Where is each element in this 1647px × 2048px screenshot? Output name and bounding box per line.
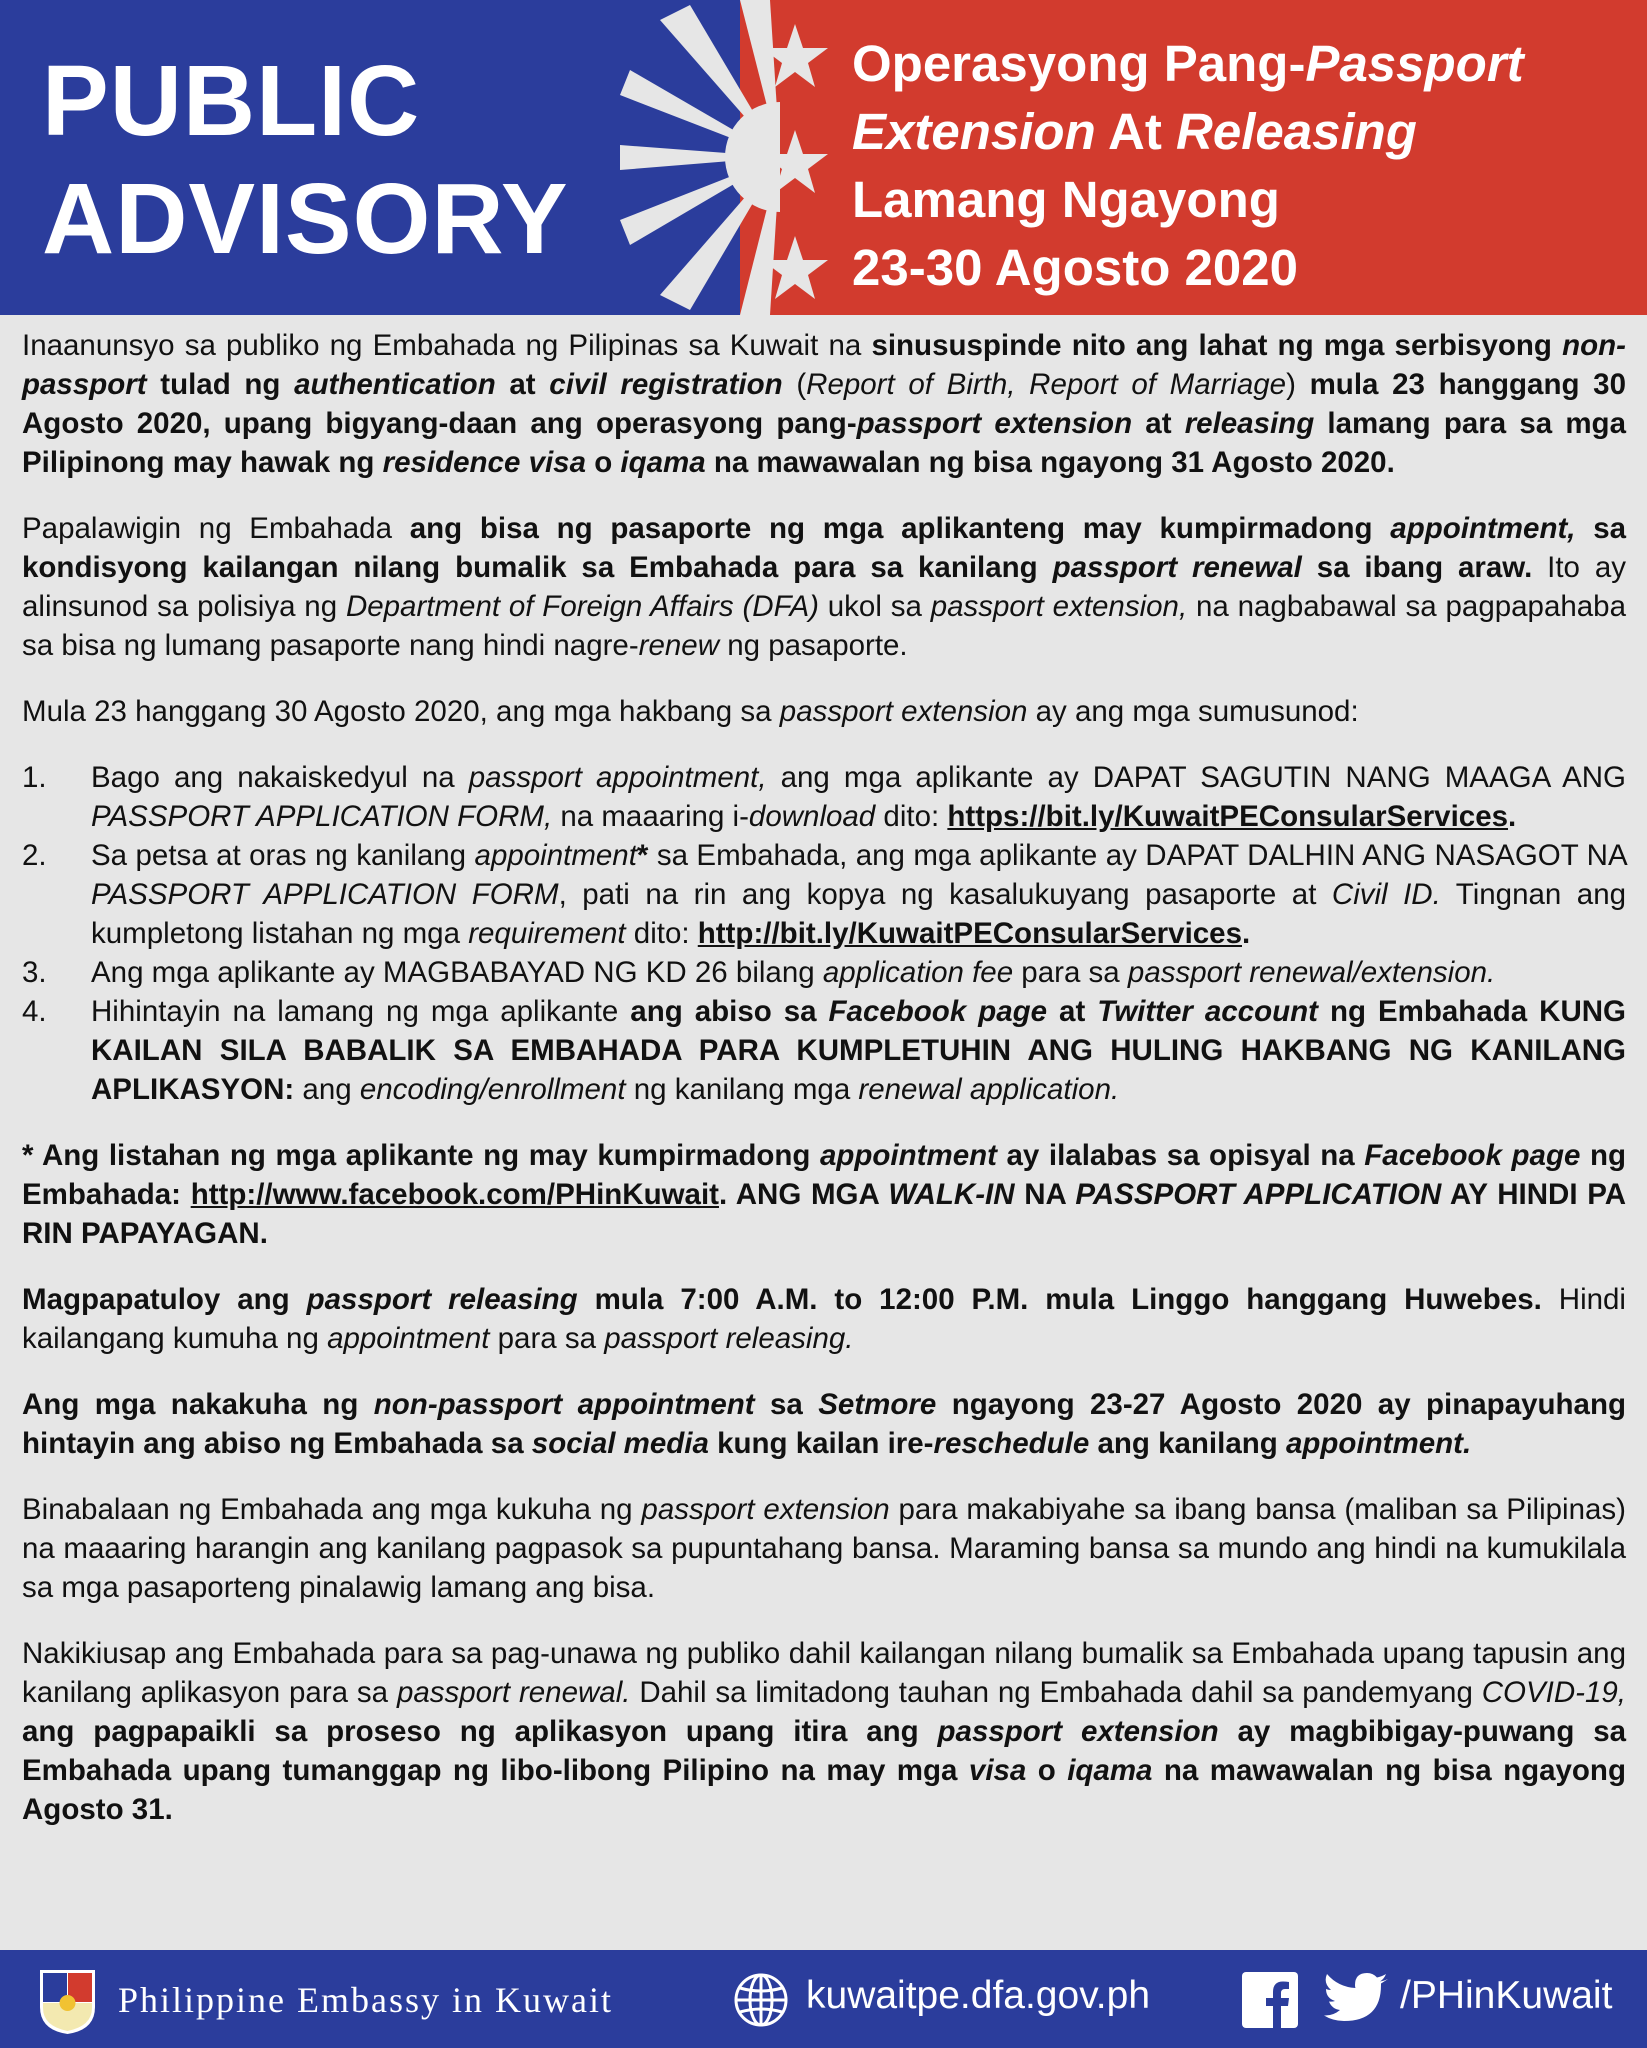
- paragraph-appeal: Nakikiusap ang Embahada para sa pag-unawa ng publiko dahil kailangan nilang bumalik sa Embahada upang tapusin ang kanilang aplikasyon para sa passport renewal. Dahil sa limitadong tauhan ng Embahada dahil sa pandemyang COVID-19, ang pagpapaikli sa proseso ng aplikasyon upang itira ang passport extension ay magbibigay-puwang sa Embahada upang tumanggap ng libo-libong Pilipino na may mga visa o iqama na mawawalan ng bisa ngayong Agosto 31.: [22, 1637, 1627, 1826]
- globe-icon: [733, 1972, 789, 2028]
- advisory-subtitle: Operasyong Pang-Passport Extension At Releasing Lamang Ngayong 23-30 Agosto 2020: [852, 35, 1524, 296]
- star-icons: [760, 22, 830, 302]
- paragraph-extension: Papalawigin ng Embahada ang bisa ng pasaporte ng mga aplikanteng may kumpirmadong appointment, sa kondisyong kailangan nilang bumalik sa Embahada para sa kanilang passport renewal sa ibang araw. Ito ay alinsunod sa polisiya ng Department of Foreign Affairs (DFA) ukol sa passport extension, na nagbabawal sa pagpapahaba sa bisa ng lumang pasaporte nang hindi nagre-renew ng pasaporte.: [22, 512, 1627, 662]
- paragraph-releasing: Magpapatuloy ang passport releasing mula 7:00 A.M. to 12:00 P.M. mula Linggo hanggang Huwebes. Hindi kailangang kumuha ng appointment para sa passport releasing.: [22, 1283, 1626, 1355]
- social-handle[interactable]: /PHinKuwait: [1400, 1974, 1613, 2017]
- list-item: 4. Hihintayin na lamang ng mga aplikante ang abiso sa Facebook page at Twitter account ng Embahada KUNG KAILAN SILA BABALIK SA EMBAHADA PARA KUMPLETUHIN ANG HULING HAKBANG NG KANILANG APLIKASYON: ang encoding/enrollment ng kanilang mga renewal application.: [22, 995, 1626, 1106]
- sun-rays-icon: [620, 0, 780, 315]
- advisory-body: [22, 326, 1626, 1856]
- twitter-icon[interactable]: [1324, 1972, 1390, 2028]
- requirements-link[interactable]: http://bit.ly/KuwaitPEConsularServices: [697, 917, 1242, 950]
- steps-list: [22, 758, 1626, 1109]
- title-line-2: ADVISORY: [42, 163, 569, 275]
- list-item: 1. Bago ang nakaiskedyul na passport appointment, ang mga aplikante ay DAPAT SAGUTIN NANG MAAGA ANG PASSPORT APPLICATION FORM, na maaaring i-download dito: https://bit.ly/KuwaitPEConsularServices.: [22, 761, 1626, 833]
- paragraph-non-passport: Ang mga nakakuha ng non-passport appointment sa Setmore ngayong 23-27 Agosto 2020 ay pinapayuhang hintayin ang abiso ng Embahada sa social media kung kailan ire-reschedule ang kanilang appointment.: [22, 1388, 1626, 1460]
- paragraph-suspension: Inaanunsyo sa publiko ng Embahada ng Pilipinas sa Kuwait na sinususpinde nito ang lahat ng mga serbisyong non-passport tulad ng authentication at civil registration (Report of Birth, Report of Marriage) mula 23 hanggang 30 Agosto 2020, upang bigyang-daan ang operasyong pang-passport extension at releasing lamang para sa mga Pilipinong may hawak ng residence visa o iqama na mawawalan ng bisa ngayong 31 Agosto 2020.: [22, 329, 1626, 479]
- website-link[interactable]: kuwaitpe.dfa.gov.ph: [806, 1974, 1151, 2017]
- advisory-title: [42, 42, 569, 278]
- advisory-header: [0, 0, 1647, 315]
- footer-bar: [0, 1950, 1647, 2048]
- facebook-icon[interactable]: [1242, 1972, 1298, 2028]
- paragraph-appointment-list: * Ang listahan ng mga aplikante ng may kumpirmadong appointment ay ilalabas sa opisyal na Facebook page ng Embahada: http://www.facebook.com/PHinKuwait. ANG MGA WALK-IN NA PASSPORT APPLICATION AY HINDI PA RIN PAPAYAGAN.: [22, 1139, 1626, 1250]
- paragraph-steps-intro: Mula 23 hanggang 30 Agosto 2020, ang mga hakbang sa passport extension ay ang mga sumusunod:: [22, 695, 1359, 728]
- embassy-seal-icon: [30, 1962, 105, 2037]
- list-item: 3. Ang mga aplikante ay MAGBABAYAD NG KD 26 bilang application fee para sa passport renewal/extension.: [22, 956, 1496, 989]
- title-line-1: PUBLIC: [42, 45, 421, 157]
- form-download-link[interactable]: https://bit.ly/KuwaitPEConsularServices: [947, 800, 1509, 833]
- embassy-name: Philippine Embassy in Kuwait: [118, 1980, 613, 2020]
- list-item: 2. Sa petsa at oras ng kanilang appointment* sa Embahada, ang mga aplikante ay DAPAT DALHIN ANG NASAGOT NA PASSPORT APPLICATION FORM, pati na rin ang kopya ng kasalukuyang pasaporte at Civil ID. Tingnan ang kumpletong listahan ng mga requirement dito: http://bit.ly/KuwaitPEConsularServices.: [22, 839, 1627, 950]
- paragraph-warning: Binabalaan ng Embahada ang mga kukuha ng passport extension para makabiyahe sa ibang bansa (maliban sa Pilipinas) na maaaring harangin ang kanilang pagpasok sa pupuntahang bansa. Maraming bansa sa mundo ang hindi na kumukilala sa mga pasaporteng pinalawig lamang ang bisa.: [22, 1493, 1626, 1604]
- facebook-page-link[interactable]: http://www.facebook.com/PHinKuwait: [190, 1178, 719, 1211]
